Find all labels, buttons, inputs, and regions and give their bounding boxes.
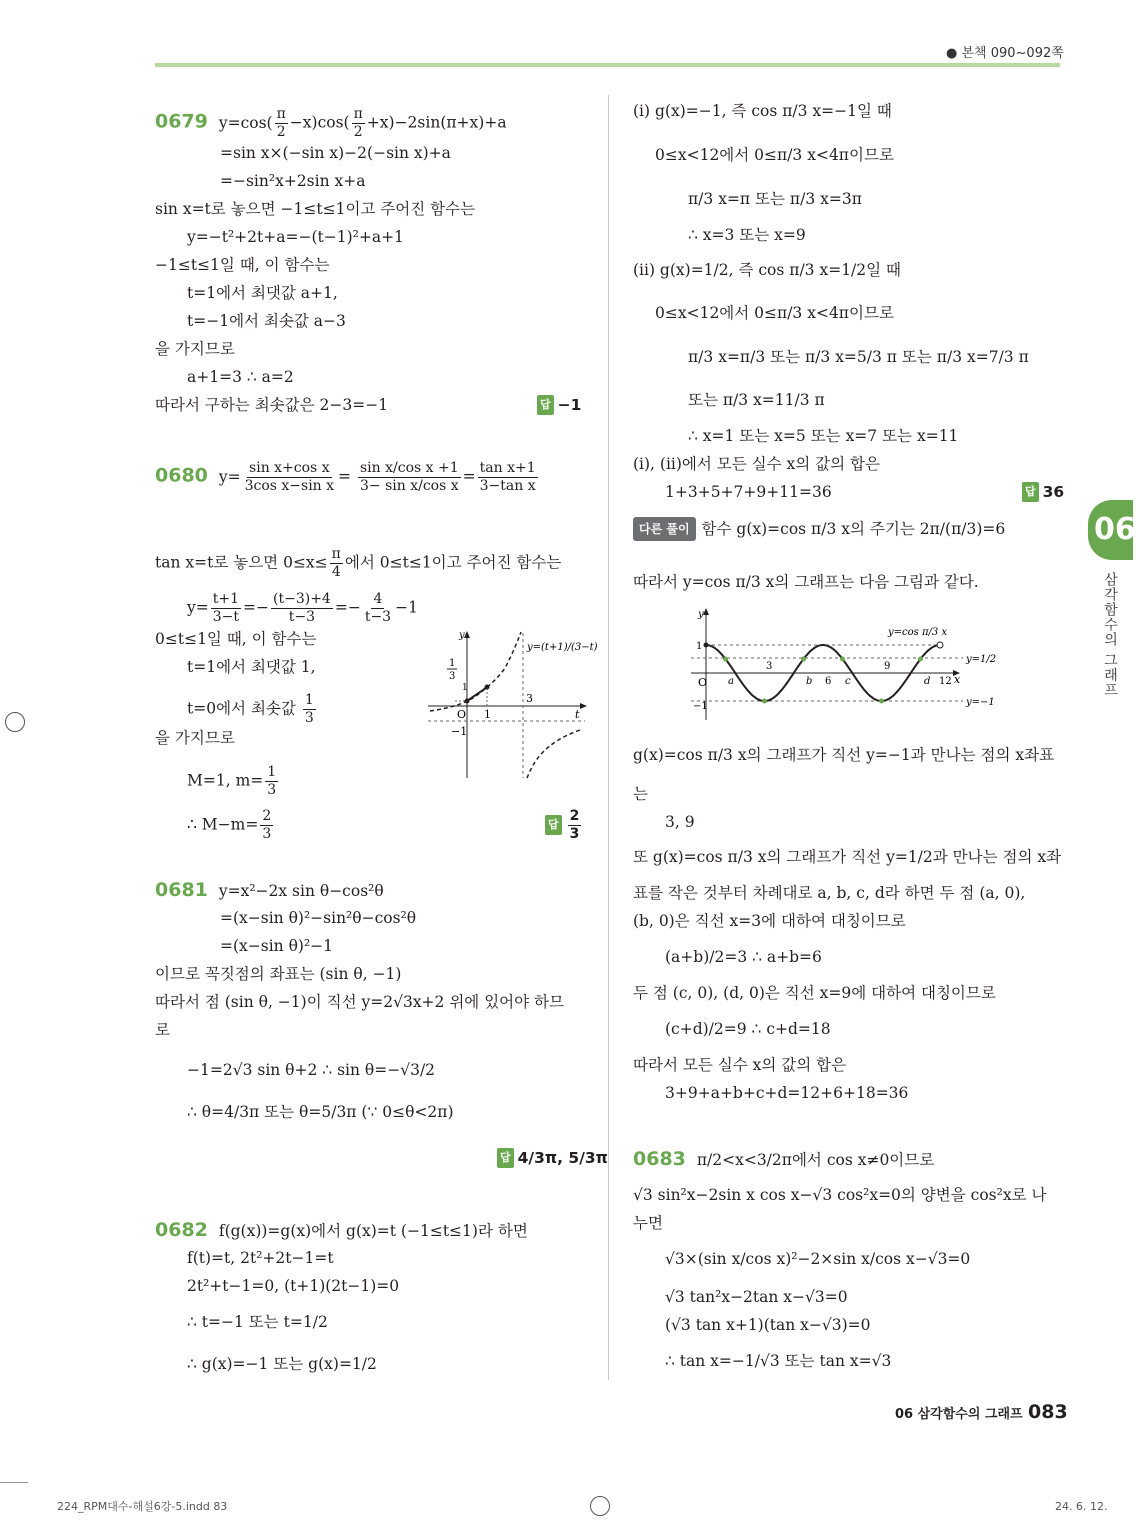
problem-0680-line: M=1, m= $\frac{1}{3}$ — [187, 764, 277, 798]
right-line: 3, 9 — [665, 813, 695, 831]
answer-0682: 답 36 — [1022, 482, 1064, 502]
problem-0679-line: =−sin²x+2sin x+a — [220, 172, 366, 190]
problem-0680-line: 을 가지므로 — [155, 729, 235, 747]
problem-0679-line: 따라서 구하는 최솟값은 2−3=−1 — [155, 396, 389, 414]
footer-chapter: 06 삼각함수의 그래프 — [895, 1407, 1023, 1422]
graph-y-label: y — [459, 630, 465, 641]
problem-0680-line-3: y= $\frac{t+1}{3-t}$ =− $\frac{(t-3)+4}{t-3}$ =− $\frac{4}{t-3}$ −1 — [187, 591, 418, 625]
right-line: g(x)=cos π/3 x의 그래프가 직선 y=−1과 만나는 점의 x좌표 — [633, 746, 1055, 764]
right-line: (b, 0)은 직선 x=3에 대하여 대칭이므로 — [633, 912, 906, 930]
right-line: 0≤x<12에서 0≤π/3 x<4π이므로 — [655, 146, 894, 164]
point-d-label: d — [924, 676, 931, 687]
problem-0681-line: ∴ θ=4/3π 또는 θ=5/3π (∵ 0≤θ<2π) — [187, 1103, 454, 1121]
problem-0680-line: t=1에서 최댓값 1, — [187, 658, 316, 676]
problem-0681-line: 로 — [155, 1021, 170, 1039]
right-line: π/3 x=π 또는 π/3 x=3π — [688, 190, 862, 208]
footer-date: 24. 6. 12. — [1055, 1500, 1108, 1513]
graph-origin-label: O — [698, 676, 708, 689]
answer-0679: 답 −1 — [537, 395, 581, 415]
problem-0680-line: 0≤t≤1일 때, 이 함수는 — [155, 630, 317, 648]
tick-label-3: 3 — [766, 661, 773, 672]
right-line: (c+d)/2=9 ∴ c+d=18 — [665, 1020, 831, 1038]
intersection-point-half — [801, 657, 806, 662]
problem-0683-line-1: 0683 π/2<x<3/2π에서 cos x≠0이므로 — [633, 1148, 935, 1170]
problem-number: 0682 — [155, 1219, 208, 1241]
problem-0680-line: t=0에서 최솟값 $\frac{1}{3}$ — [187, 692, 314, 726]
right-line: (i) g(x)=−1, 즉 cos π/3 x=−1일 때 — [633, 102, 892, 120]
answer-mark: 답 — [497, 1148, 514, 1168]
graph-t-label: t — [575, 708, 580, 721]
right-line: 는 — [633, 785, 648, 803]
problem-0683-line: √3 sin²x−2sin x cos x−√3 cos²x=0의 양변을 cos²x로 나 — [633, 1186, 1047, 1204]
problem-0679-line: 을 가지므로 — [155, 340, 235, 358]
registration-mark-left — [5, 712, 25, 732]
column-divider — [608, 95, 609, 1380]
problem-0683-line: (√3 tan x+1)(tan x−√3)=0 — [665, 1316, 871, 1334]
right-line: 0≤x<12에서 0≤π/3 x<4π이므로 — [655, 304, 894, 322]
problem-0683-line: 누면 — [633, 1214, 663, 1232]
problem-0682-line: ∴ t=−1 또는 t=1/2 — [187, 1313, 328, 1331]
problem-0679-line: a+1=3 ∴ a=2 — [187, 368, 294, 386]
alt-solution-badge: 다른 풀이 — [633, 517, 696, 541]
problem-0679-line: sin x=t로 놓으면 −1≤t≤1이고 주어진 함수는 — [155, 200, 476, 218]
problem-0680-line-2: tan x=t로 놓으면 0≤x≤ $\frac{\pi}{4}$ 에서 0≤t≤1이고 주어진 함수는 — [155, 546, 562, 580]
intersection-point-half — [840, 657, 845, 662]
problem-0683-line: √3 tan²x−2tan x−√3=0 — [665, 1288, 848, 1306]
right-line: 따라서 모든 실수 x의 값의 합은 — [633, 1056, 847, 1074]
problem-number: 0679 — [155, 110, 208, 133]
right-line: (a+b)/2=3 ∴ a+b=6 — [665, 948, 822, 966]
problem-0681-line: 따라서 점 (sin θ, −1)이 직선 y=2√3x+2 위에 있어야 하므 — [155, 993, 564, 1011]
problem-0681-line: −1=2√3 sin θ+2 ∴ sin θ=−√3/2 — [187, 1061, 436, 1079]
problem-number: 0683 — [633, 1148, 686, 1170]
answer-mark: 답 — [1022, 482, 1039, 502]
intersection-point-half — [723, 657, 728, 662]
right-line: 두 점 (c, 0), (d, 0)은 직선 x=9에 대하여 대칭이므로 — [633, 984, 996, 1002]
problem-0682-line-1: 0682 f(g(x))=g(x)에서 g(x)=t (−1≤t≤1)라 하면 — [155, 1219, 528, 1241]
right-line: (i), (ii)에서 모든 실수 x의 값의 합은 — [633, 455, 880, 473]
problem-0681-line: 이므로 꼭짓점의 좌표는 (sin θ, −1) — [155, 965, 402, 983]
point-a-label: a — [728, 676, 734, 687]
tick-label-3: 3 — [526, 692, 533, 705]
answer-0680: 답 $\frac{2}{3}$ — [545, 808, 583, 843]
line-half-label: y=1/2 — [966, 654, 997, 665]
right-line: 또 g(x)=cos π/3 x의 그래프가 직선 y=1/2과 만나는 점의 x좌 — [633, 848, 1062, 866]
fraction-label-numerator: 1 — [449, 658, 456, 669]
tick-label-12: 12 — [939, 676, 952, 687]
footer-page-number: 083 — [1028, 1401, 1068, 1423]
graph-y-label: y — [698, 609, 704, 620]
answer-mark: 답 — [545, 815, 562, 835]
right-line: ∴ x=3 또는 x=9 — [688, 226, 806, 244]
problem-number: 0681 — [155, 879, 208, 901]
rational-function-graph — [425, 628, 598, 783]
curve-label: y=cos π/3 x — [888, 627, 948, 638]
problem-0682-line: 2t²+t−1=0, (t+1)(2t−1)=0 — [187, 1277, 400, 1295]
line-neg-label: y=−1 — [966, 697, 995, 708]
closed-endpoint — [704, 643, 709, 648]
right-line: 1+3+5+7+9+11=36 — [665, 483, 832, 501]
right-line: π/3 x=π/3 또는 π/3 x=5/3 π 또는 π/3 x=7/3 π — [688, 348, 1029, 366]
graph-origin-label: O — [457, 708, 467, 721]
crop-mark — [0, 1482, 28, 1483]
fraction-label-denominator: 3 — [449, 671, 456, 682]
open-endpoint — [937, 642, 943, 648]
page-header-reference: ● 본책 090~092쪽 — [946, 46, 1064, 61]
graph-x-label: x — [954, 673, 961, 686]
cosine-graph — [688, 605, 1033, 725]
problem-0679-line: =sin x×(−sin x)−2(−sin x)+a — [220, 144, 451, 162]
chapter-tab: 06 — [1088, 500, 1133, 560]
right-line: 따라서 y=cos π/3 x의 그래프는 다음 그림과 같다. — [633, 573, 979, 591]
problem-0680-line: ∴ M−m= $\frac{2}{3}$ — [187, 808, 272, 842]
curve-label: y=(t+1)/(3−t) — [527, 642, 598, 653]
problem-0683-line: √3×(sin x/cos x)²−2×sin x/cos x−√3=0 — [665, 1250, 971, 1268]
problem-0679-line: −1≤t≤1일 때, 이 함수는 — [155, 256, 330, 274]
problem-0679-line: t=1에서 최댓값 a+1, — [187, 284, 338, 302]
right-line: ∴ x=1 또는 x=5 또는 x=7 또는 x=11 — [688, 427, 959, 445]
answer-mark: 답 — [537, 395, 554, 415]
problem-0681-line: =(x−sin θ)²−1 — [220, 937, 334, 955]
header-rule — [155, 63, 1060, 67]
problem-0679-line: y=−t²+2t+a=−(t−1)²+a+1 — [187, 228, 404, 246]
point-c-label: c — [845, 676, 851, 687]
answer-0681: 답 4/3π, 5/3π — [497, 1148, 608, 1168]
problem-0681-line: =(x−sin θ)²−sin²θ−cos²θ — [220, 909, 417, 927]
tick-label-neg-1: −1 — [693, 701, 708, 712]
tick-label-1: 1 — [484, 708, 491, 721]
right-line: 3+9+a+b+c+d=12+6+18=36 — [665, 1084, 909, 1102]
right-line: (ii) g(x)=1/2, 즉 cos π/3 x=1/2일 때 — [633, 261, 902, 279]
problem-0683-line: ∴ tan x=−1/√3 또는 tan x=√3 — [665, 1352, 892, 1370]
right-line: 또는 π/3 x=11/3 π — [688, 391, 825, 409]
problem-0679-line: t=−1에서 최솟값 a−3 — [187, 312, 346, 330]
alt-solution-line: 다른 풀이 함수 g(x)=cos π/3 x의 주기는 2π/(π/3)=6 — [633, 517, 1005, 541]
problem-0680-line-1: 0680 y= $\frac{\text{sin x+cos x}}{\text{3cos x−sin x}}$ = $\frac{\text{sin x/cos x +1}}{\text{3− sin x/cos x}}$ = $\frac{\text{tan x+1}}{\text{3−tan x}}$ — [155, 460, 536, 494]
footer-file: 224_RPM대수-해설6강-5.indd 83 — [57, 1500, 228, 1513]
tick-label-9: 9 — [884, 661, 891, 672]
problem-number: 0680 — [155, 464, 208, 487]
registration-mark-bottom — [590, 1496, 610, 1516]
intercept-label: 1 — [462, 683, 468, 693]
tick-label-1: 1 — [696, 641, 703, 652]
point-b-label: b — [806, 676, 813, 687]
tick-label-neg-1: −1 — [451, 725, 468, 738]
tick-label-6: 6 — [825, 676, 832, 687]
problem-0682-line: ∴ g(x)=−1 또는 g(x)=1/2 — [187, 1355, 377, 1373]
problem-0682-line: f(t)=t, 2t²+2t−1=t — [187, 1249, 334, 1267]
problem-0679-line-1: 0679 y=cos( $\frac{\pi}{2}$ −x)cos( $\frac{\pi}{2}$ +x)−2sin(π+x)+a — [155, 106, 507, 140]
intersection-point-half — [918, 657, 923, 662]
chapter-tab-title: 삼각함수의 그래프 — [1102, 572, 1118, 698]
intersection-point-neg — [762, 699, 767, 704]
intersection-point-neg — [879, 699, 884, 704]
right-line: 표를 작은 것부터 차례대로 a, b, c, d라 하면 두 점 (a, 0), — [633, 884, 1026, 902]
problem-0681-line-1: 0681 y=x²−2x sin θ−cos²θ — [155, 879, 384, 901]
